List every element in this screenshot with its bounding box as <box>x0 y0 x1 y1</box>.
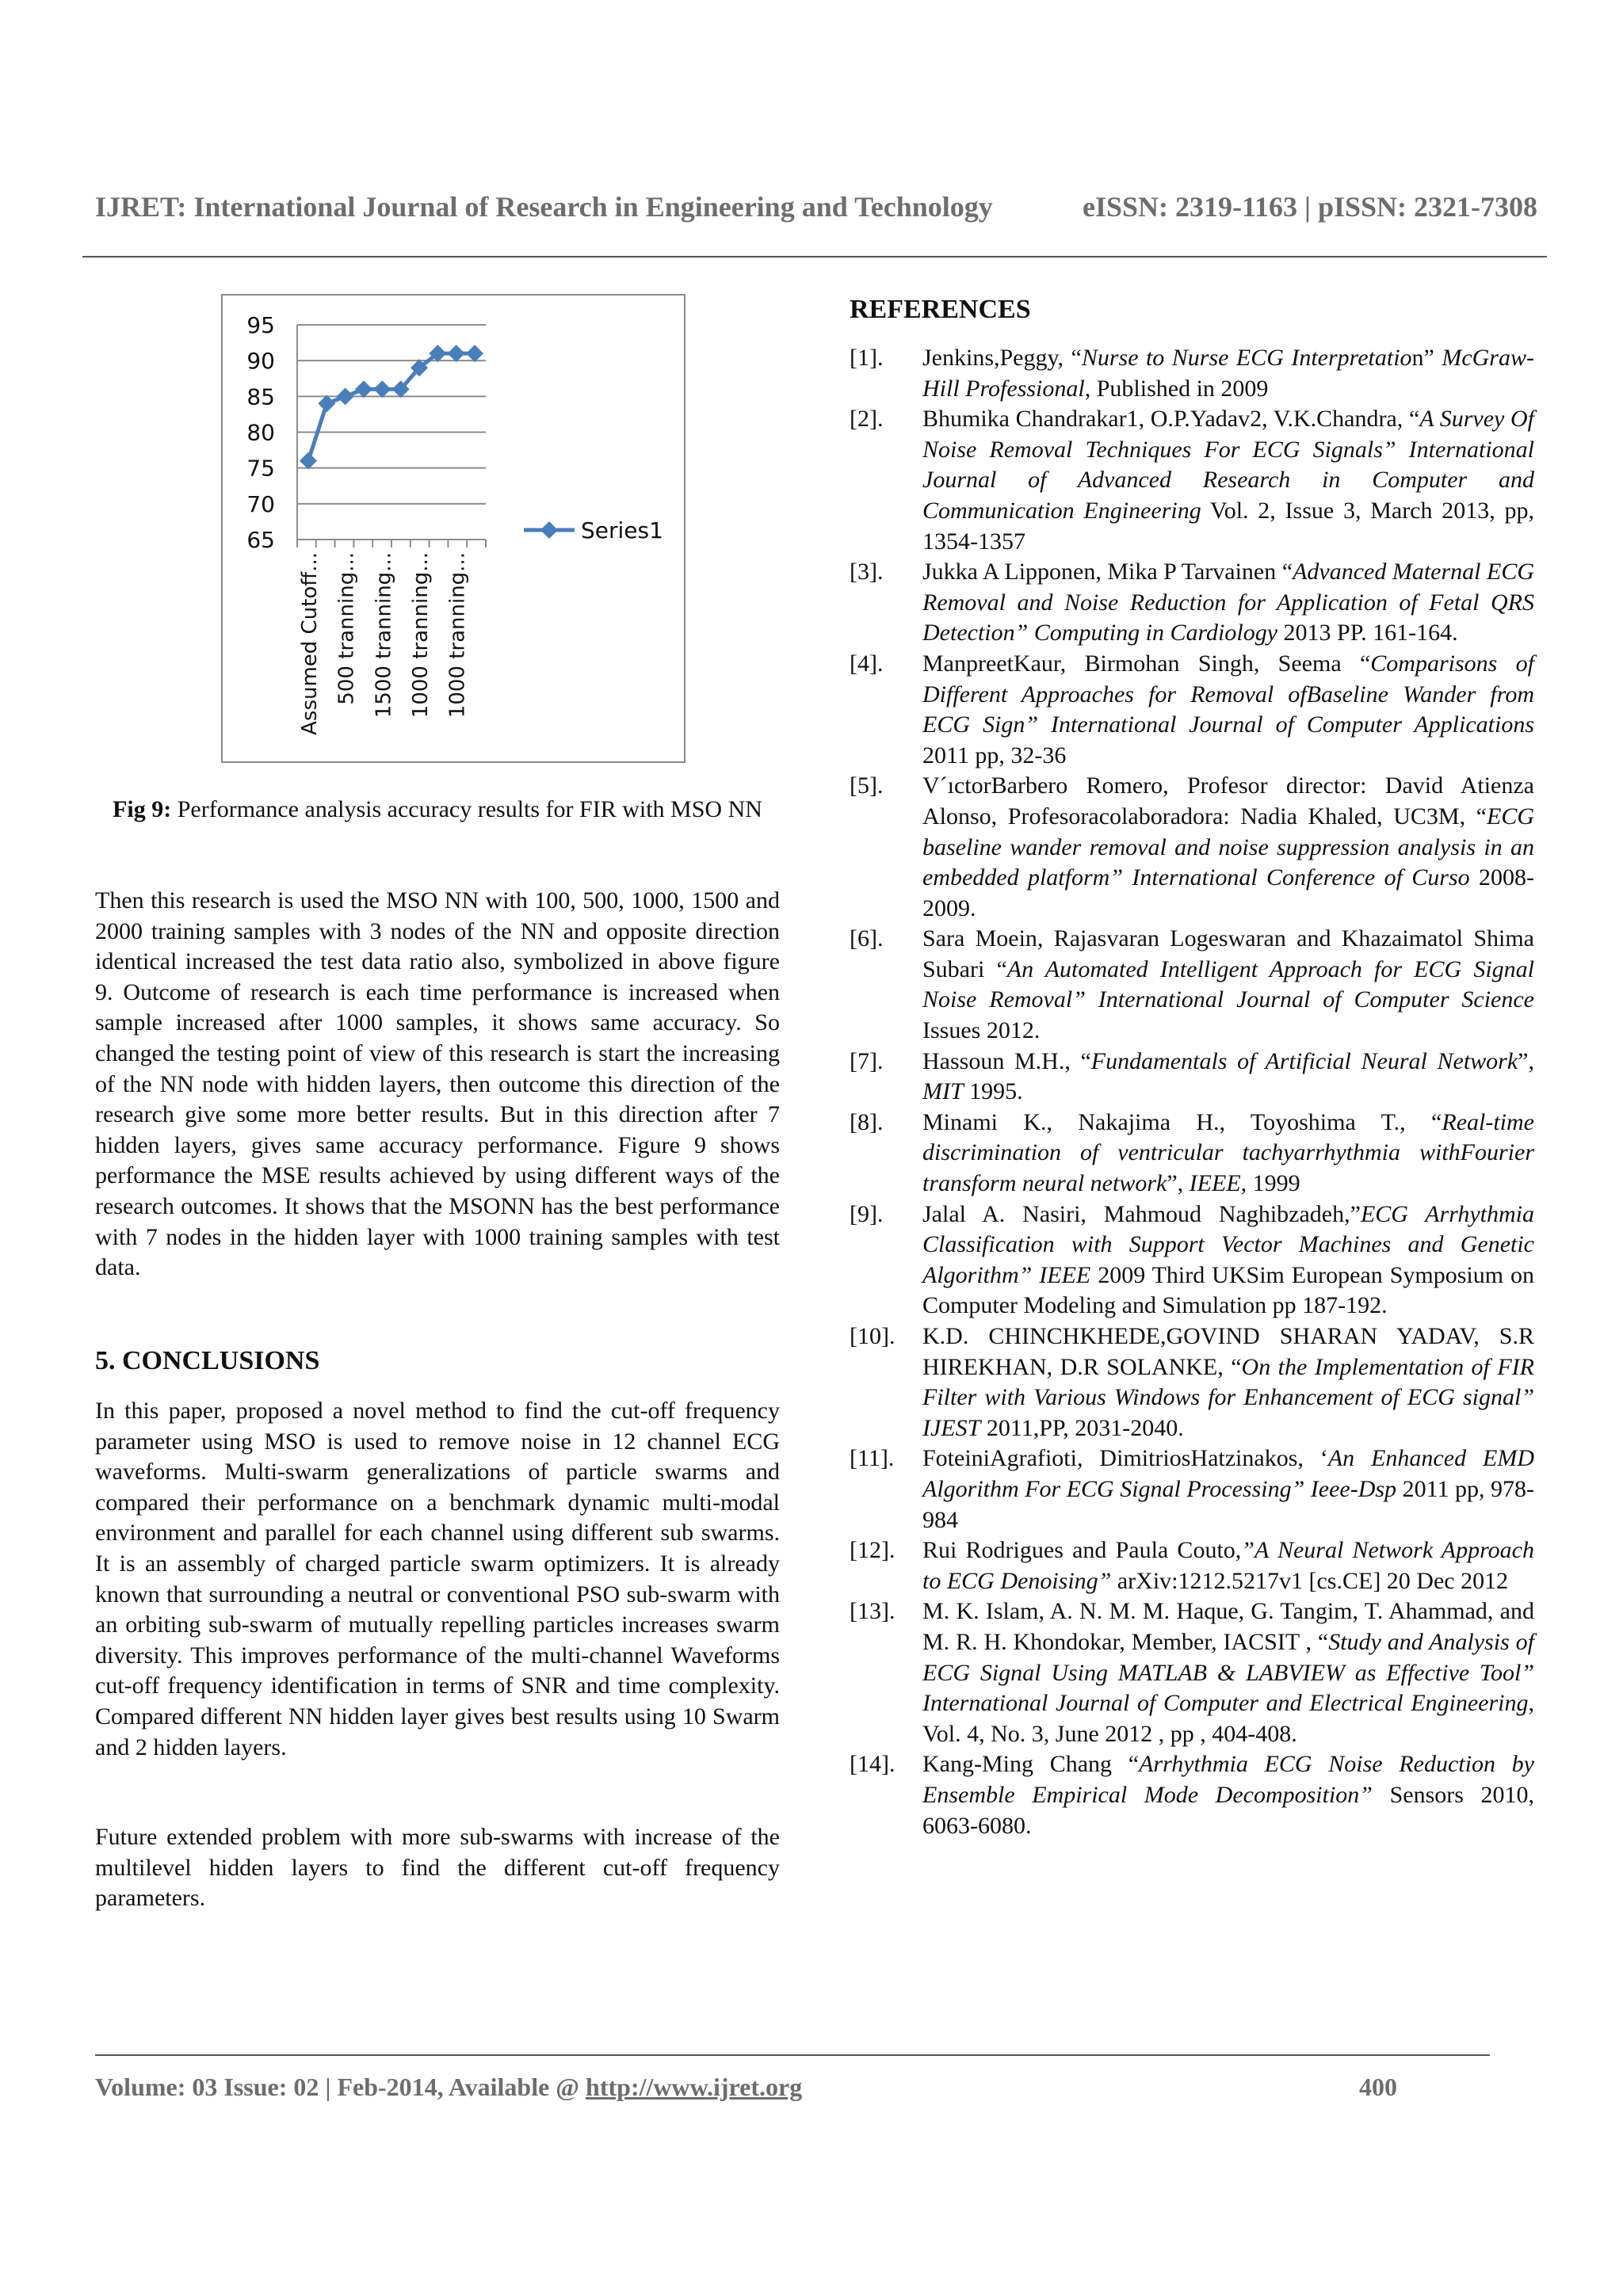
reference-pre: Minami K., Nakajima H., Toyoshima T., “ <box>922 1108 1442 1135</box>
reference-it: Nurse to Nurse ECG Interpretatio <box>1081 345 1412 371</box>
reference-it: On the Implementation of FIR Filter with Various Windows for Enhancement of ECG signal” IJEST <box>922 1353 1534 1441</box>
reference-pre: Jalal A. Nasiri, Mahmoud Naghibzadeh,” <box>922 1200 1361 1227</box>
reference-mid: ”, <box>1167 1170 1190 1197</box>
reference-it2: MIT <box>922 1078 964 1105</box>
accuracy-line-chart <box>223 296 687 765</box>
reference-number: [3]. <box>850 559 884 585</box>
y-tick-label: 80 <box>246 419 275 446</box>
issn-info: eISSN: 2319-1163 | pISSN: 2321-7308 <box>1083 191 1537 223</box>
reference-it: ECG baseline wander removal and noise suppression analysis in an embedded platform” International Conference of Curso <box>922 803 1534 891</box>
reference-mid: 2009 Third UKSim European Symposium on Computer Modeling and Simulation pp 187-192. <box>922 1261 1534 1319</box>
paragraph-results: Then this research is used the MSO NN with 100, 500, 1000, 1500 and 2000 training samples with 3 nodes of the NN and opposite direction identical increased the test data ratio also, symbolized in above figure 9. Outcome of research is each time performance is increased when sample increased after 1000 samples, it shows same accuracy. So changed the testing point of view of this research is start the increasing of the NN node with hidden layers, then outcome this direction of the research give some more better results. But in this direction after 7 hidden layers, gives same accuracy performance. Figure 9 shows performance the MSE results achieved by using different ways of the research outcomes. It shows that the MSONN has the best performance with 7 nodes in the hidden layer with 1000 training samples with test data. <box>95 887 780 1281</box>
reference-number: [6]. <box>850 925 884 952</box>
reference-it2: IEEE <box>1189 1170 1241 1197</box>
reference-it2: McGraw-Hill Professional <box>922 345 1534 402</box>
reference-it: ”A Neural Network Approach to ECG Denoising” <box>922 1537 1535 1594</box>
reference-mid: Sensors 2010, 6063-6080. <box>922 1781 1535 1839</box>
reference-number: [9]. <box>850 1200 884 1227</box>
reference-pre: Kang-Ming Chang “ <box>922 1751 1140 1778</box>
series1-marker <box>448 345 465 362</box>
series1-marker <box>373 380 391 398</box>
reference-number: [8]. <box>850 1108 884 1135</box>
references-heading: REFERENCES <box>850 295 1031 324</box>
reference-pre: Jenkins,Peggy, “ <box>922 345 1082 371</box>
reference-item <box>850 771 1534 924</box>
reference-number: [5]. <box>850 772 884 799</box>
y-tick-label: 75 <box>246 455 275 482</box>
x-category-label: 1500 tranning... <box>372 552 396 719</box>
reference-number: [12]. <box>850 1537 896 1564</box>
reference-it: Arrhythmia ECG Noise Reduction by Ensemble Empirical Mode Decomposition” <box>922 1751 1534 1808</box>
reference-pre: M. K. Islam, A. N. M. M. Haque, G. Tangim, T. Ahammad, and M. R. H. Khondokar, Member, IACSIT , “ <box>922 1598 1534 1655</box>
x-category-label: 500 tranning... <box>334 552 359 705</box>
figure-label: Fig 9: <box>113 796 172 822</box>
reference-number: [14]. <box>850 1751 896 1778</box>
reference-number: [4]. <box>850 650 884 677</box>
reference-item <box>850 1047 1534 1108</box>
reference-mid: 2013 PP. 161-164. <box>1277 620 1458 646</box>
reference-item <box>850 1108 1534 1199</box>
reference-item <box>850 649 1534 771</box>
reference-item <box>850 1322 1534 1444</box>
reference-pre: Jukka A Lipponen, Mika P Tarvainen “ <box>922 559 1293 585</box>
reference-pre: ManpreetKaur, Birmohan Singh, Seema “ <box>922 650 1371 677</box>
y-tick-label: 95 <box>246 312 275 338</box>
reference-mid: n” <box>1411 345 1442 371</box>
series1-marker <box>337 387 354 405</box>
reference-mid: ”, <box>1518 1047 1534 1074</box>
reference-item <box>850 1444 1534 1535</box>
reference-mid: Vol. 2, Issue 3, March 2013, pp, 1354-1357 <box>922 497 1534 555</box>
reference-item <box>850 1749 1534 1841</box>
reference-pre: Bhumika Chandrakar1, O.P.Yadav2, V.K.Chandra, “ <box>922 406 1420 433</box>
reference-it: A Survey Of Noise Removal Techniques For ECG Signals” International Journal of Advanced Research in Computer and Communication Engineering <box>922 406 1534 524</box>
future-work-text: Future extended problem with more sub-swarms with increase of the multilevel hidden layers to find the different cut-off frequency parameters. <box>95 1824 780 1912</box>
reference-pre: Rui Rodrigues and Paula Couto, <box>922 1537 1242 1564</box>
legend-label: Series1 <box>581 517 663 543</box>
series1-marker <box>466 345 483 362</box>
figure-caption <box>95 794 780 826</box>
reference-mid: , Vol. 4, No. 3, June 2012 , pp , 404-408. <box>922 1690 1534 1747</box>
reference-it: An Automated Intelligent Approach for ECG Signal Noise Removal” International Journal of Computer Science <box>922 955 1534 1013</box>
reference-mid: Issues 2012. <box>922 1017 1041 1044</box>
chart-frame <box>221 294 685 763</box>
reference-pre: K.D. CHINCHKHEDE,GOVIND SHARAN YADAV, S.R HIREKHAN, D.R SOLANKE, “ <box>922 1323 1534 1380</box>
reference-number: [1]. <box>850 345 884 371</box>
y-tick-label: 65 <box>246 527 275 553</box>
reference-item <box>850 404 1534 557</box>
header-rule <box>82 256 1547 257</box>
reference-it: Advanced Maternal ECG Removal and Noise Reduction for Application of Fetal QRS Detection” Computing in Cardiology <box>922 559 1535 646</box>
reference-pre: V´ıctorBarbero Romero, Profesor director: David Atienza Alonso, Profesoracolaboradora: Nadia Khaled, UC3M, “ <box>922 772 1534 830</box>
reference-it: ECG Arrhythmia Classification with Support Vector Machines and Genetic Algorithm” IEEE <box>922 1200 1535 1288</box>
reference-number: [11]. <box>850 1445 895 1472</box>
reference-it: An Enhanced EMD Algorithm For ECG Signal Processing” Ieee-Dsp <box>922 1445 1534 1502</box>
reference-item <box>850 1199 1534 1322</box>
reference-item <box>850 343 1534 404</box>
x-category-label: 1000 tranning... <box>445 552 470 719</box>
legend-marker <box>540 521 558 539</box>
reference-item <box>850 557 1534 649</box>
reference-number: [7]. <box>850 1047 884 1074</box>
reference-it: Real-time discrimination of ventricular tachyarrhythmia withFourier transform neural network <box>922 1108 1534 1197</box>
reference-post: 1995. <box>963 1078 1023 1105</box>
reference-number: [2]. <box>850 406 884 433</box>
figure-caption-text: Performance analysis accuracy results for FIR with MSO NN <box>177 796 762 822</box>
conclusions-text: In this paper, proposed a novel method to find the cut-off frequency parameter using MSO is used to remove noise in 12 channel ECG waveforms. Multi-swarm generalizations of particle swarms and compared their performance on a benchmark dynamic multi-modal environment and parallel for each channel using different sub swarms. It is an assembly of charged particle swarm optimizers. It is already known that surrounding a neutral or conventional PSO sub-swarm with an orbiting sub-swarm of mutually repelling particles increases swarm diversity. This improves performance of the multi-channel Waveforms cut-off frequency identification in terms of SNR and time complexity. Compared different NN hidden layer gives best results using 10 Swarm and 2 hidden layers. <box>95 1398 780 1760</box>
reference-it: Comparisons of Different Approaches for Removal ofBaseline Wander from ECG Sign” International Journal of Computer Applications <box>922 650 1534 738</box>
reference-item <box>850 1596 1534 1749</box>
series1-marker <box>318 395 335 412</box>
reference-it: Study and Analysis of ECG Signal Using MATLAB & LABVIEW as Effective Tool” International Journal of Computer and Electrical Engineering <box>922 1628 1534 1717</box>
series1-line <box>308 353 475 460</box>
reference-post: , 1999 <box>1240 1170 1300 1197</box>
reference-it: Fundamentals of Artificial Neural Network <box>1090 1047 1518 1074</box>
conclusions-heading: 5. CONCLUSIONS <box>95 1346 320 1375</box>
footer-rule <box>95 2054 1490 2056</box>
body-text <box>95 886 780 1283</box>
references-list <box>850 343 1534 1841</box>
footer-volume <box>95 2073 802 2102</box>
series1-marker <box>300 452 317 470</box>
reference-pre: Sara Moein, Rajasvaran Logeswaran and Khazaimatol Shima Subari “ <box>922 925 1534 982</box>
y-tick-label: 70 <box>246 490 275 517</box>
journal-title: IJRET: International Journal of Research in Engineering and Technology <box>95 191 993 223</box>
conclusions-section <box>95 1345 780 1377</box>
x-category-label: Assumed Cutoff... <box>298 552 322 735</box>
journal-link[interactable]: http://www.ijret.org <box>586 2073 803 2101</box>
reference-mid: 2011,PP, 2031-2040. <box>980 1414 1184 1441</box>
reference-pre: Hassoun M.H., “ <box>922 1047 1091 1074</box>
reference-number: [13]. <box>850 1598 896 1625</box>
reference-mid: 2008-2009. <box>922 864 1534 921</box>
footer-volume-text: Volume: 03 Issue: 02 | Feb-2014, Available @ <box>95 2073 586 2101</box>
series1-marker <box>355 380 372 398</box>
reference-pre: FoteiniAgrafioti, DimitriosHatzinakos, ‘ <box>922 1445 1328 1472</box>
reference-post: , Published in 2009 <box>1084 375 1269 402</box>
y-tick-label: 85 <box>246 383 275 410</box>
reference-mid: 2011 pp, 978-984 <box>922 1475 1534 1533</box>
page-number: 400 <box>1359 2073 1397 2101</box>
reference-mid: 2011 pp, 32-36 <box>922 742 1067 769</box>
reference-item <box>850 924 1534 1046</box>
reference-number: [10]. <box>850 1323 896 1349</box>
reference-item <box>850 1535 1534 1596</box>
reference-mid: arXiv:1212.5217v1 [cs.CE] 20 Dec 2012 <box>1111 1567 1509 1594</box>
x-category-label: 1000 tranning... <box>409 552 433 719</box>
y-tick-label: 90 <box>246 348 275 375</box>
